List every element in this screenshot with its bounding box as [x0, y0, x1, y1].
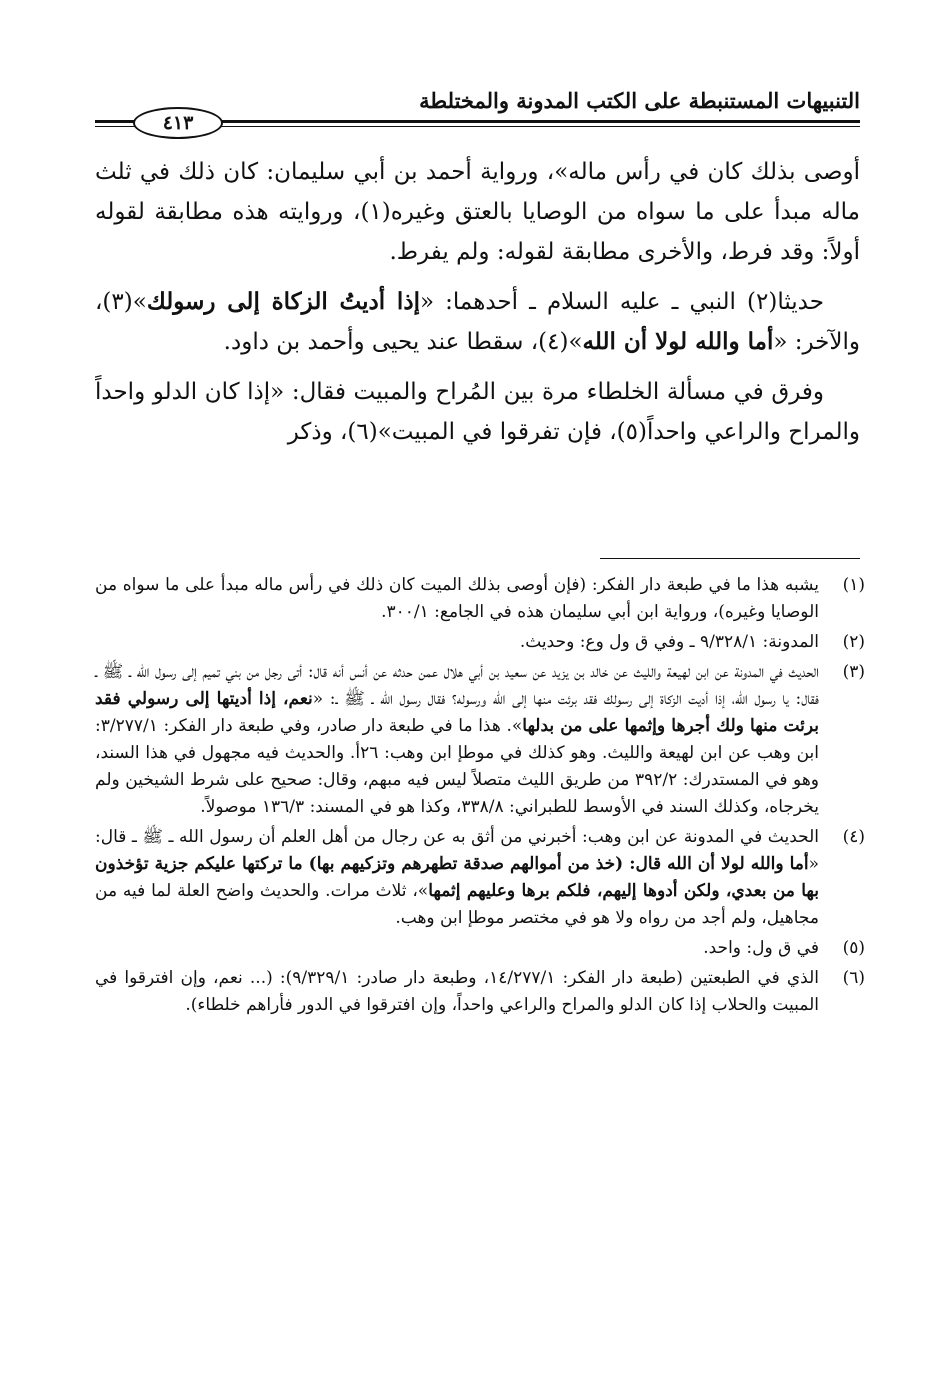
paragraph-2 [95, 282, 860, 362]
footnotes [95, 572, 865, 1022]
paragraph-3: وفرق في مسألة الخلطاء مرة بين المُراح والمبيت فقال: «إذا كان الدلو واحداً والمراح والراعي واحداً(٥)، فإن تفرقوا في المبيت»(٦)، وذكر [95, 379, 860, 445]
footnote-text [95, 659, 819, 821]
footnote-text: يشبه هذا ما في طبعة دار الفكر: (فإن أوصى بذلك الميت كان ذلك في رأس ماله مبدأ على ما سواه من الوصايا وغيره)، ورواية ابن أبي سليمان هذه في الجامع: ٣٠٠/١. [95, 575, 819, 622]
footnote-hadith-quote: نعم، إذا أديتها إلى رسولي فقد برئت منها ولك أجرها وإثمها على من بدلها [95, 689, 819, 736]
footnote-text-part: الحديث في المدونة عن ابن وهب: أخبرني من أثق به عن رجال من أهل العلم أن رسول الله ـ ﷺ ـ قال: « [95, 827, 819, 874]
footnote-number: (٣) [842, 662, 865, 682]
footnote-separator [600, 558, 860, 559]
footnote-text-part: »، ثلاث مرات. والحديث واضح العلة لما فيه من مجاهيل، ولم أجد من رواه ولا هو في مختصر موطإ ابن وهب. [95, 881, 819, 928]
main-text [95, 152, 860, 462]
footnote [95, 824, 865, 932]
footnote-number: (٥) [842, 938, 865, 958]
paragraph-1: أوصى بذلك كان في رأس ماله»، ورواية أحمد بن أبي سليمان: كان ذلك في ثلث ماله مبدأ على ما سواه من الوصايا بالعتق وغيره(١)، وروايته هذه مطابقة لقوله أولاً: وقد فرط، والأخرى مطابقة لقوله: ولم يفرط. [95, 159, 860, 265]
page-header [95, 80, 860, 140]
footnote-text-part: الحديث في المدونة عن ابن لهيعة والليث عن خالد بن يزيد عن سعيد بن أبي هلال عمن حدثه عن أنس أنه قال: أتى رجل من بني تميم إلى رسول الله ـ ﷺ ـ فقال: يا رسول الله، إذا أديت الزكاة إلى رسولك فقد برئت منها إلى الله ورسوله؟ فقال رسول الله ـ ﷺ ـ: « [95, 662, 819, 709]
footnote-text [95, 824, 819, 932]
footnote [95, 659, 865, 821]
footnote-number: (٤) [842, 827, 865, 847]
footnote-number: (١) [842, 575, 865, 595]
paragraph-2-part-e: »(٤)، سقطا عند يحيى وأحمد بن داود. [223, 329, 583, 355]
footnote-number: (٢) [842, 632, 865, 652]
page-number: ٤١٣ [133, 107, 223, 139]
footnote-text: في ق ول: واحد. [703, 938, 819, 958]
paragraph-2-part-c: »(٣)، والآخر: « [95, 289, 860, 355]
footnote [95, 965, 865, 1019]
footnote-text-part: ». هذا ما في طبعة دار صادر، وفي طبعة دار الفكر: ٣/٢٧٧/١: ابن وهب عن ابن لهيعة والليث. وهو كذلك في موطإ ابن وهب: ٢٦أ. والحديث فيه مجهول في هذا السند، وهو في المستدرك: ٣٩٢/٢ من طريق الليث متصلاً ليس فيه مبهم، وقال: صحيح على شرط الشيخين ولم يخرجاه، وكذلك السند في الأوسط للطبراني: ٣٣٨/٨، وكذا هو في المسند: ١٣٦/٣ موصولاً. [95, 716, 819, 817]
paragraph-2-part-a: حديثا(٢) النبي ـ عليه السلام ـ أحدهما: « [419, 289, 824, 315]
footnote-text: المدونة: ٩/٣٢٨/١ ـ وفي ق ول وع: وحديث. [519, 632, 819, 652]
hadith-quote-1: إذا أديتُ الزكاة إلى رسولك [146, 288, 420, 315]
hadith-quote-2: أما والله لولا أن الله [582, 328, 774, 355]
footnote [95, 629, 865, 656]
footnote-hadith-quote: أما والله لولا أن الله قال: (خذ من أموالهم صدقة تطهرهم وتزكيهم بها) ما تركتها عليكم جزية تؤخذون بها من بعدي، ولكن أدوها إليهم، فلكم برها وعليهم إثمها [95, 854, 819, 901]
footnote [95, 935, 865, 962]
footnote-text: الذي في الطبعتين (طبعة دار الفكر: ١٤/٢٧٧/١، وطبعة دار صادر: ٩/٣٢٩/١): (... نعم، وإن افترقوا في المبيت والحلاب إذا كان الدلو والمراح والراعي واحداً، وإن افترقوا في الدور فأراهم خلطاء). [95, 968, 819, 1015]
footnote [95, 572, 865, 626]
running-title: التنبيهات المستنبطة على الكتب المدونة والمختلطة [419, 88, 860, 113]
footnote-number: (٦) [842, 968, 865, 988]
